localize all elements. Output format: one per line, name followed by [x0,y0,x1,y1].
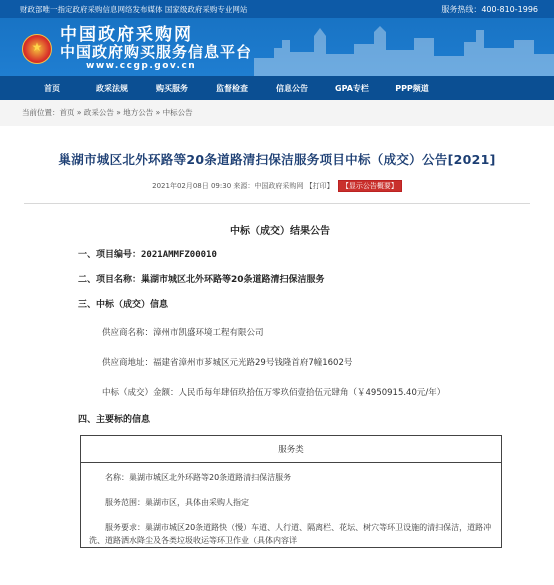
site-name-secondary: 中国政府购买服务信息平台 [60,43,253,61]
nav-purchase-services[interactable]: 购买服务 [156,83,188,93]
title-divider [24,203,530,204]
nav-home[interactable]: 首页 [44,83,60,93]
nav-regulations[interactable]: 政采法规 [96,83,128,93]
breadcrumb-local[interactable]: 地方公告 [123,108,154,117]
nav-announcements[interactable]: 信息公告 [276,83,308,93]
show-summary-button[interactable]: 【显示公告概要】 [338,180,402,192]
service-hotline: 服务热线：400-810-1996 [441,4,538,14]
skyline-decoration [254,18,554,76]
breadcrumb-separator: » [113,108,124,117]
breadcrumb-prefix: 当前位置： [22,108,60,117]
article-meta [0,181,554,191]
breadcrumb-procurement[interactable]: 政采公告 [83,108,114,117]
site-banner [0,18,554,76]
publish-date: 2021年02月08日 09:30 [152,182,232,190]
service-name: 名称：巢湖市城区北外环路等20条道路清扫保洁服务 [105,473,292,482]
project-number [78,247,482,260]
announcement-body [0,222,554,548]
breadcrumb-award[interactable]: 中标公告 [162,108,193,117]
breadcrumb-home[interactable]: 首页 [59,108,75,117]
project-name-label: 二、项目名称： [78,275,142,285]
project-name-value: 巢湖市城区北外环路等20条道路清扫保洁服务 [141,275,325,285]
main-nav [0,76,554,100]
project-number-label: 一、项目编号： [78,250,142,260]
subject-table [80,435,502,548]
breadcrumb [0,100,554,126]
site-slogan: 财政部唯一指定政府采购信息网络发布媒体 国家级政府采购专业网站 [20,4,248,14]
project-name [78,272,482,285]
breadcrumb-separator: » [74,108,84,117]
nav-gpa[interactable]: GPA专栏 [335,83,369,93]
site-url: www.ccgp.gov.cn [86,61,197,71]
service-requirement: 服务要求：巢湖市城区20条道路快（慢）车道、人行道、隔离栏、花坛、树穴等环卫设施的清扫保洁，道路冲洗、道路洒水降尘及各类垃圾收运等环卫作业（具体内容详 [89,523,492,545]
result-title: 中标（成交）结果公告 [230,226,330,237]
award-info-heading: 三、中标（成交）信息 [78,300,169,310]
article-source: 来源：中国政府采购网 [233,182,304,190]
award-amount: 中标（成交）金额：人民币每年肆佰玖拾伍万零玖佰壹拾伍元肆角（￥4950915.40元/年） [102,388,446,398]
breadcrumb-separator: » [153,108,163,117]
print-link[interactable]: 【打印】 [305,182,334,190]
service-scope: 服务范围：巢湖市区，具体由采购人指定 [105,498,249,507]
site-logo[interactable] [22,26,252,72]
supplier-name: 供应商名称：漳州市凯盛环境工程有限公司 [102,328,264,338]
project-number-value: 2021AMMFZ00010 [141,250,217,260]
main-subject-heading: 四、主要标的信息 [78,415,151,425]
national-emblem-icon [22,34,52,64]
nav-ppp[interactable]: PPP频道 [395,83,429,93]
table-header: 服务类 [81,436,501,463]
top-info-bar [0,0,554,18]
nav-supervision[interactable]: 监督检查 [216,83,248,93]
site-name-primary: 中国政府采购网 [60,25,193,45]
supplier-address: 供应商地址：福建省漳州市芗城区元光路29号钱隆首府7幢1602号 [102,358,353,368]
article-title: 巢湖市城区北外环路等20条道路清扫保洁服务项目中标（成交）公告[2021] [58,152,496,167]
